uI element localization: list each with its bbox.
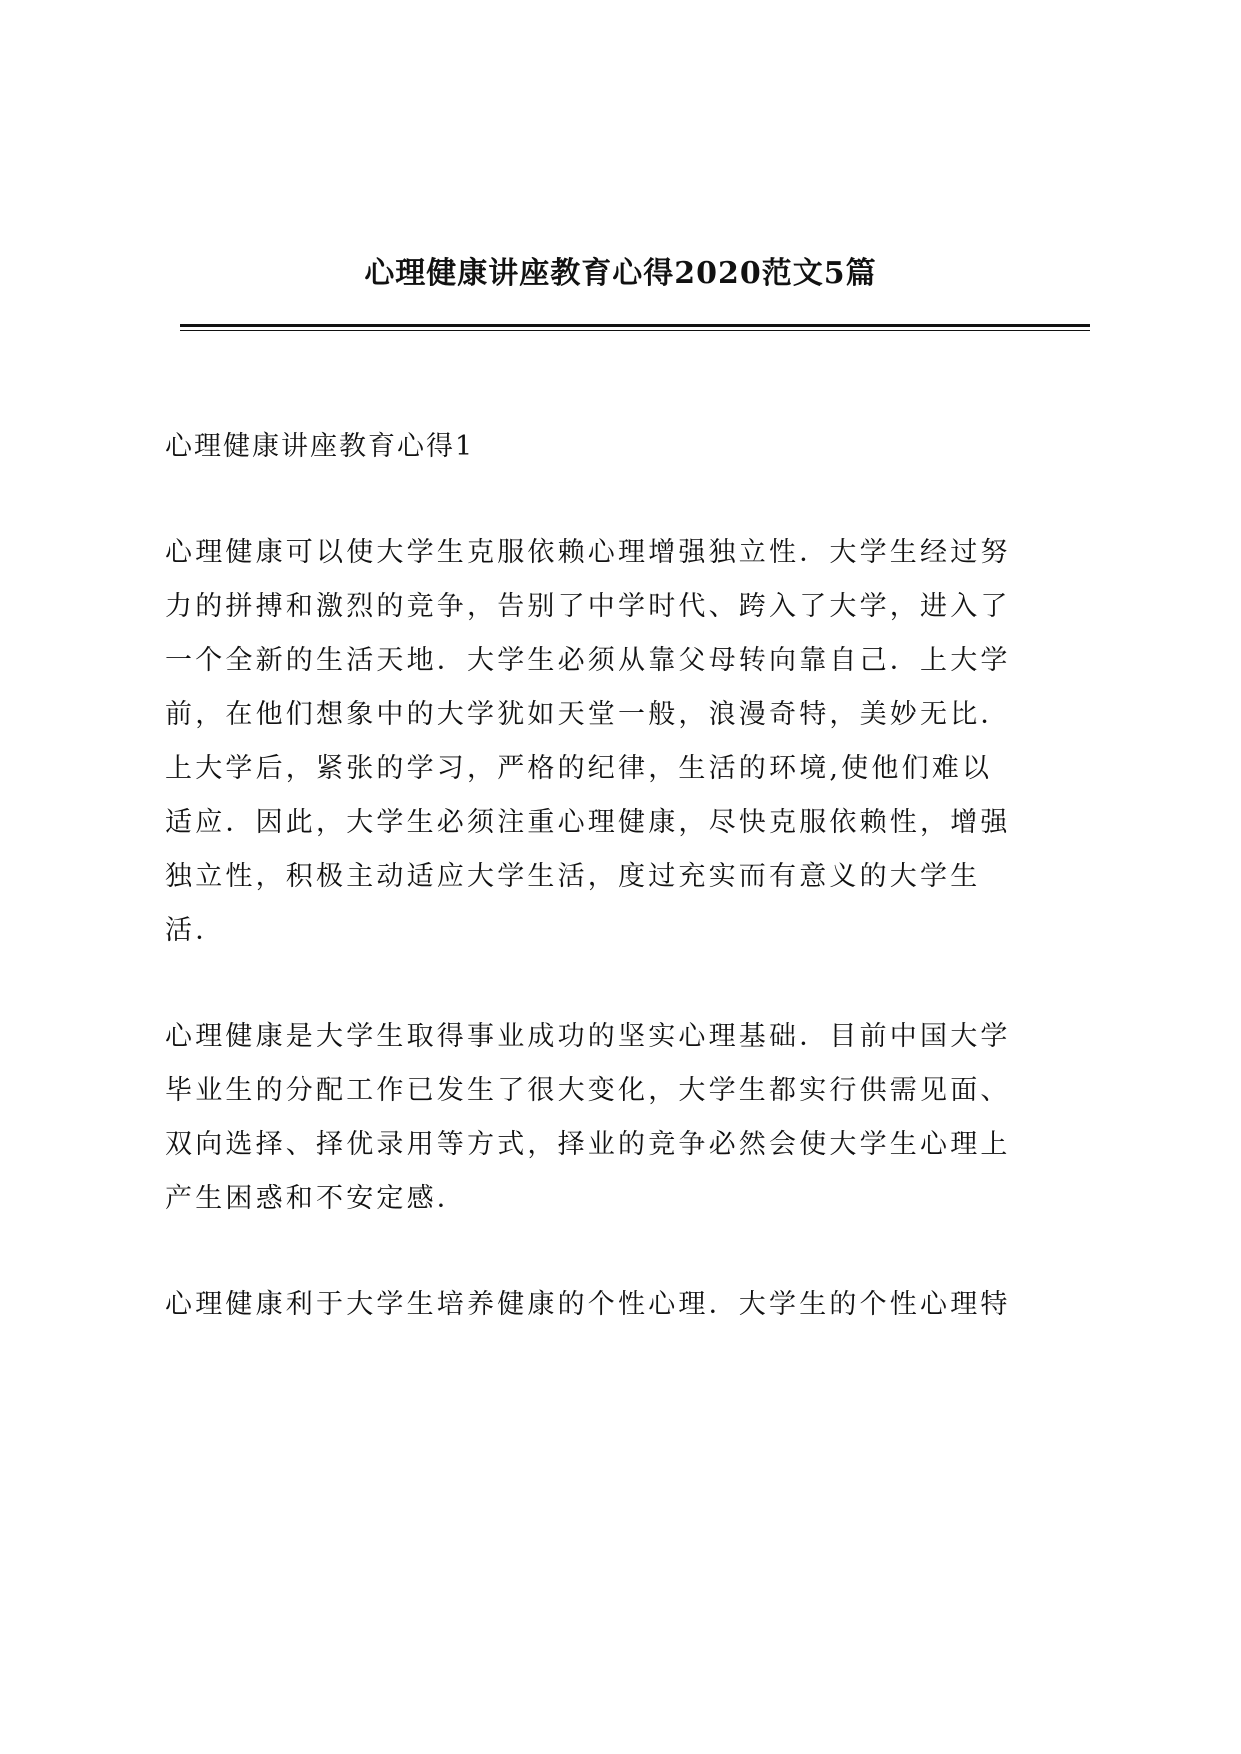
paragraph-line: 前，在他们想象中的大学犹如天堂一般，浪漫奇特，美妙无比． — [165, 699, 1011, 730]
paragraph-line: 一个全新的生活天地．大学生必须从靠父母转向靠自己．上大学 — [165, 645, 1011, 676]
paragraph-line: 产生困惑和不安定感． — [165, 1183, 467, 1214]
paragraph-line: 心理健康利于大学生培养健康的个性心理．大学生的个性心理特 — [165, 1289, 1011, 1320]
title-divider-thick — [180, 324, 1090, 327]
paragraph — [165, 526, 1090, 958]
paragraph-line: 力的拼搏和激烈的竞争，告别了中学时代、跨入了大学，进入了 — [165, 591, 1011, 622]
title-divider-thin — [180, 330, 1090, 331]
paragraph-line: 上大学后，紧张的学习，严格的纪律，生活的环境,使他们难以 — [165, 753, 993, 784]
paragraph — [165, 1278, 1090, 1332]
paragraph-line: 活． — [165, 915, 226, 946]
document-body — [165, 420, 1090, 1384]
paragraph-line: 独立性，积极主动适应大学生活，度过充实而有意义的大学生 — [165, 861, 981, 892]
document-title: 心理健康讲座教育心得2020范文5篇 — [364, 256, 877, 291]
paragraph-line: 毕业生的分配工作已发生了很大变化，大学生都实行供需见面、 — [165, 1075, 1011, 1106]
paragraph-line: 心理健康可以使大学生克服依赖心理增强独立性．大学生经过努 — [165, 537, 1011, 568]
paragraph — [165, 1010, 1090, 1226]
paragraph-line: 心理健康是大学生取得事业成功的坚实心理基础．目前中国大学 — [165, 1021, 1011, 1052]
section-heading: 心理健康讲座教育心得1 — [165, 431, 475, 462]
paragraph-line: 双向选择、择优录用等方式，择业的竞争必然会使大学生心理上 — [165, 1129, 1011, 1160]
paragraph-line: 适应．因此，大学生必须注重心理健康，尽快克服依赖性，增强 — [165, 807, 1011, 838]
